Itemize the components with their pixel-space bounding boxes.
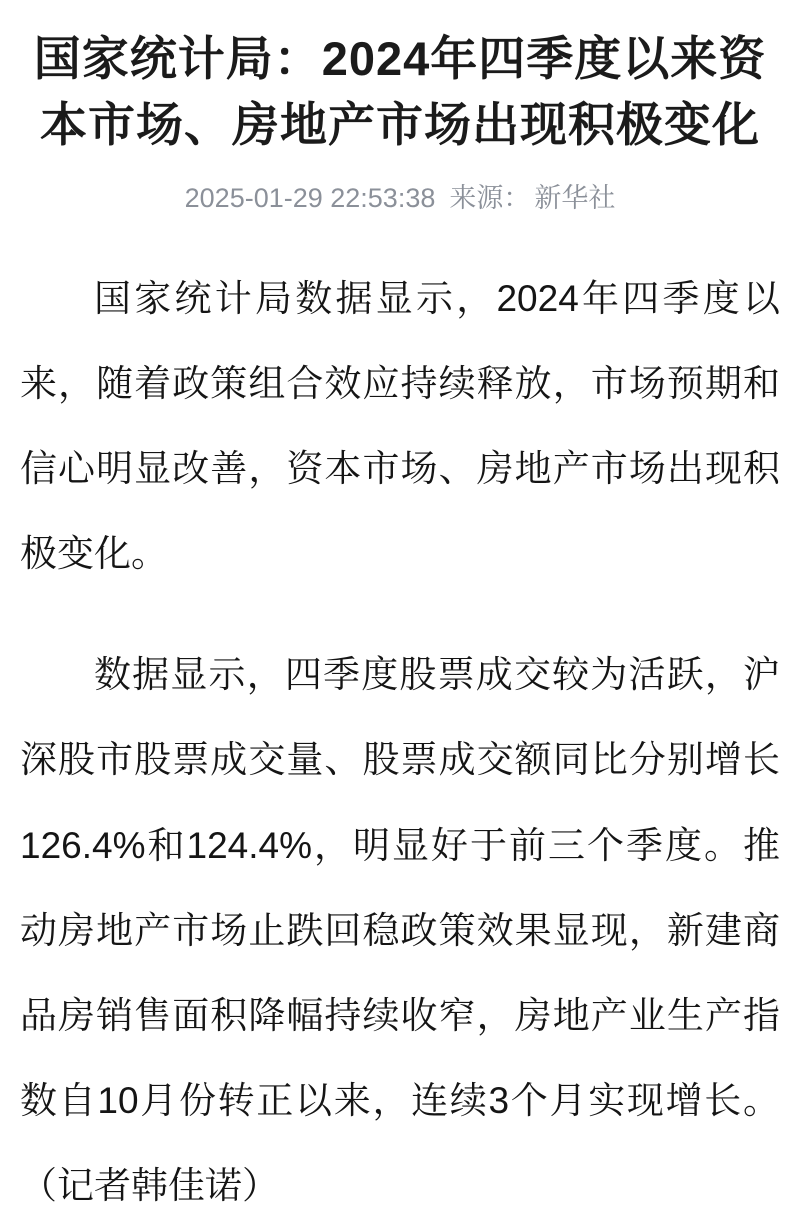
publish-timestamp: 2025-01-29 22:53:38 bbox=[184, 182, 436, 213]
source-label: 来源： bbox=[449, 182, 531, 213]
source-name: 新华社 bbox=[534, 182, 616, 213]
article-page bbox=[0, 26, 800, 1206]
paragraph: 数据显示，四季度股票成交较为活跃，沪深股市股票成交量、股票成交额同比分别增长126.4%和124.4%，明显好于前三个季度。推动房地产市场止跌回稳政策效果显现，新建商品房销售面积降幅持续收窄，房地产业生产指数自10月份转正以来，连续3个月实现增长。（记者韩佳诺） bbox=[20, 654, 780, 1206]
article-body bbox=[0, 256, 800, 1228]
publish-meta bbox=[0, 182, 800, 214]
paragraph: 国家统计局数据显示，2024年四季度以来，随着政策组合效应持续释放，市场预期和信心明显改善，资本市场、房地产市场出现积极变化。 bbox=[20, 277, 780, 575]
page-title: 国家统计局：2024年四季度以来资本市场、房地产市场出现积极变化 bbox=[33, 32, 767, 151]
